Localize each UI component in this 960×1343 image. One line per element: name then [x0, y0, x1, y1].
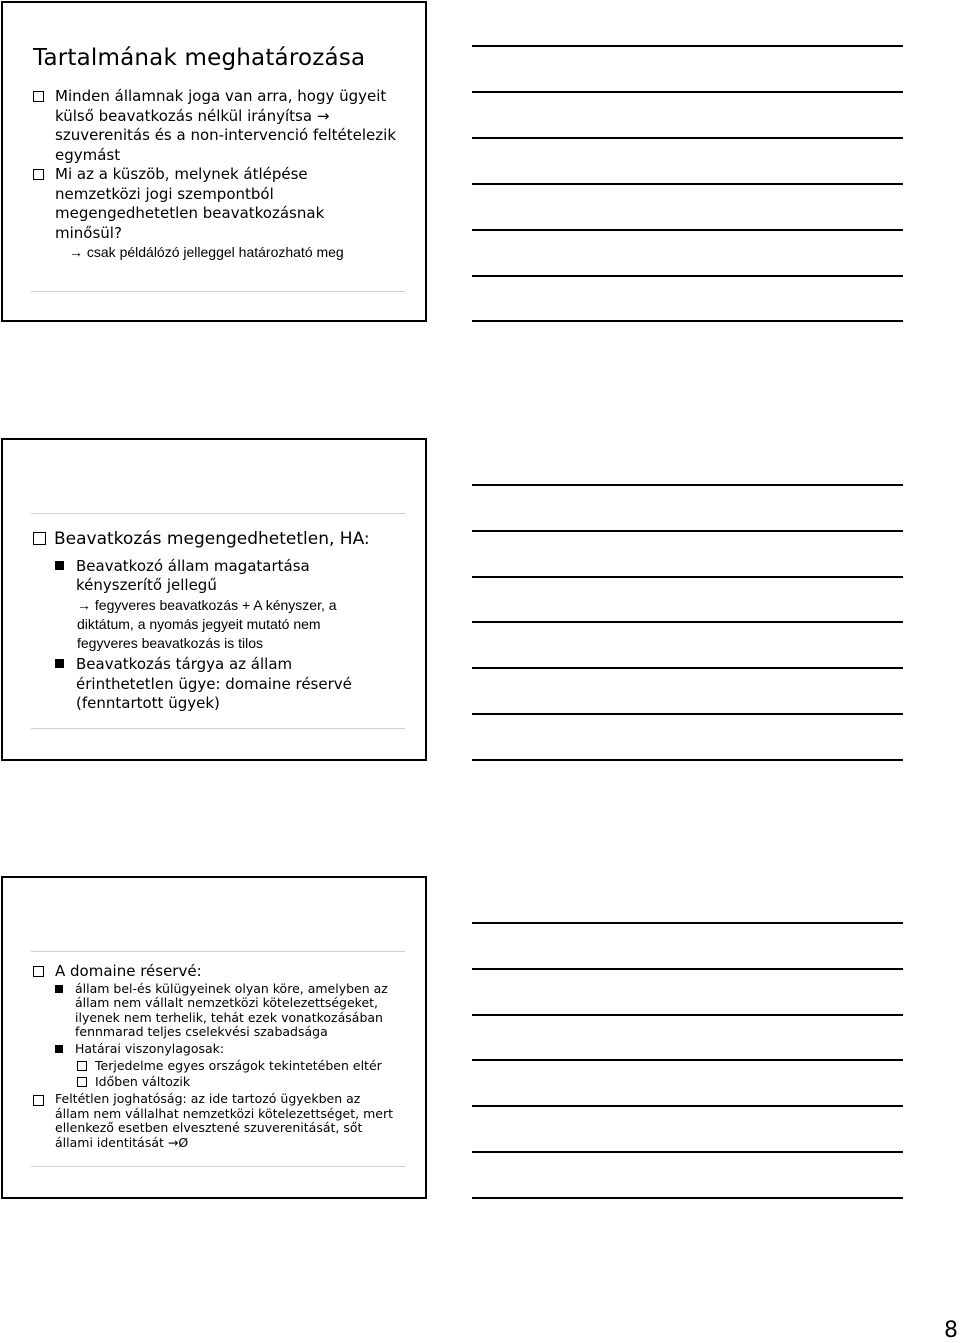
slide-1-body	[33, 87, 405, 262]
list-item	[33, 243, 405, 262]
note-line	[472, 1059, 903, 1061]
note-line	[472, 1014, 903, 1016]
note-line	[472, 229, 903, 231]
divider	[31, 513, 405, 514]
list-item	[33, 165, 405, 243]
note-line	[472, 91, 903, 93]
list-item-text: Határai viszonylagosak:	[75, 1041, 225, 1057]
note-line	[472, 530, 903, 532]
note-line	[472, 1197, 903, 1199]
hollow-square-bullet-icon	[33, 532, 46, 545]
list-item-text: Terjedelme egyes országok tekintetében eltér	[95, 1058, 382, 1074]
list-item	[33, 1074, 405, 1090]
divider	[31, 1166, 405, 1167]
list-item-text: → csak példálózó jelleggel határozható meg	[69, 244, 344, 260]
hollow-square-bullet-icon	[33, 91, 44, 102]
note-line	[472, 183, 903, 185]
note-line	[472, 320, 903, 322]
list-item	[33, 596, 405, 653]
note-line	[472, 484, 903, 486]
filled-square-bullet-icon	[55, 1045, 63, 1053]
hollow-square-bullet-icon	[33, 1095, 44, 1106]
filled-square-bullet-icon	[55, 985, 63, 993]
list-item-text: Időben változik	[95, 1074, 191, 1090]
section-heading: Beavatkozás megengedhetetlen, HA:	[54, 529, 370, 549]
list-item	[33, 655, 405, 714]
note-line	[472, 621, 903, 623]
list-item	[33, 1041, 405, 1057]
divider	[31, 291, 405, 292]
slide-3-body	[33, 962, 405, 1150]
filled-square-bullet-icon	[55, 561, 64, 570]
hollow-square-bullet-icon	[33, 169, 44, 180]
note-line	[472, 1151, 903, 1153]
list-item-text: állam bel-és külügyeinek olyan köre, amelyben az állam nem vállalt nemzetközi kötelezettségeket, ilyenek nem terhelik, tehát ezek vonatkozásában fennmarad teljes cselekvési szabadsága	[75, 981, 388, 1039]
divider	[31, 728, 405, 729]
list-item-text: Beavatkozás tárgya az állam érinthetetlen ügye: domaine réservé (fenntartott ügyek)	[76, 655, 352, 712]
note-line	[472, 667, 903, 669]
slide-3	[1, 876, 427, 1199]
note-line	[472, 275, 903, 277]
list-item	[33, 1058, 405, 1074]
list-item	[33, 87, 405, 165]
list-item	[33, 528, 405, 550]
note-line	[472, 759, 903, 761]
list-item-text: Mi az a küszöb, melynek átlépése nemzetközi jogi szempontból megengedhetetlen beavatkozásnak minősül?	[55, 165, 325, 242]
page-number: 8	[944, 1318, 958, 1343]
hollow-square-bullet-icon	[77, 1077, 87, 1087]
list-item-text: → fegyveres beavatkozás + A kényszer, a diktátum, a nyomás jegyeit mutató nem fegyveres beavatkozás is tilos	[77, 597, 337, 651]
note-line	[472, 45, 903, 47]
note-line	[472, 922, 903, 924]
list-item-text: A domaine réservé:	[55, 962, 202, 980]
note-line	[472, 713, 903, 715]
list-item-text: Minden államnak joga van arra, hogy ügyeit külső beavatkozás nélkül irányítsa → szuverenitás és a non-intervenció feltételezik egymást	[55, 87, 397, 164]
list-item	[33, 557, 405, 595]
slide-2	[1, 438, 427, 761]
slide-2-body	[33, 528, 405, 714]
slide-1	[1, 1, 427, 322]
list-item	[33, 982, 405, 1039]
note-line	[472, 576, 903, 578]
list-item	[33, 1092, 405, 1150]
divider	[31, 951, 405, 952]
slide-title: Tartalmának meghatározása	[33, 45, 366, 71]
note-line	[472, 1105, 903, 1107]
note-line	[472, 968, 903, 970]
filled-square-bullet-icon	[55, 659, 64, 668]
list-item-text: Feltétlen joghatóság: az ide tartozó ügyekben az állam nem vállalhat nemzetközi kötelezettséget, mert ellenkező esetben elvesztené szuverenitását, sőt állami identitását →Ø	[55, 1091, 393, 1150]
note-line	[472, 137, 903, 139]
hollow-square-bullet-icon	[33, 966, 44, 977]
list-item	[33, 962, 405, 981]
hollow-square-bullet-icon	[77, 1061, 87, 1071]
list-item-text: Beavatkozó állam magatartása kényszerítő jellegű	[76, 557, 310, 594]
